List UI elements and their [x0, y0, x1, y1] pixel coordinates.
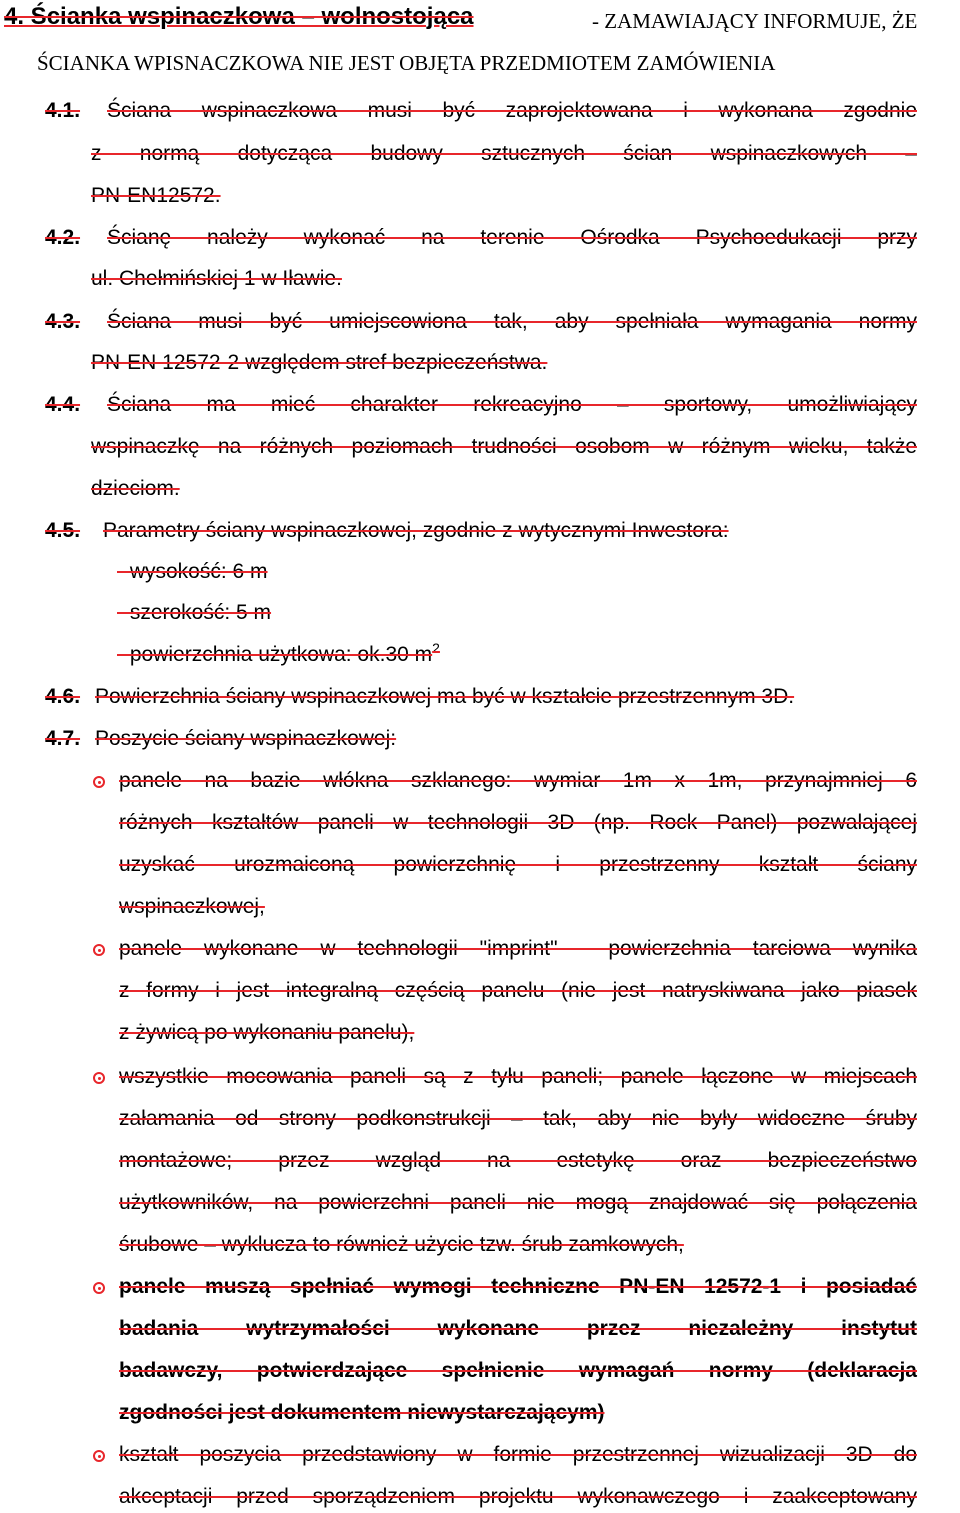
item-number: 4.2. [45, 226, 81, 249]
bullet-text-line: wspinaczkowej, [119, 895, 265, 918]
bullet-text-line: kształt poszycia przedstawiony w formie przestrzennej wizualizacji 3D do [119, 1443, 917, 1466]
param-area: - powierzchnia użytkowa: ok.30 $m^2$ [117, 640, 440, 666]
item-text-line: Ścianę należy wykonać na terenie Ośrodka Psychoedukacji przy [107, 226, 917, 249]
bullet-text-line: badania wytrzymałości wykonane przez niezależny instytut [119, 1317, 917, 1340]
bullet-text-line: montażowe; przez wzgląd na estetykę oraz bezpieczeństwo [119, 1149, 917, 1172]
bullet-text-line: panele na bazie włókna szklanego: wymiar 1m x 1m, przynajmniej 6 [119, 769, 917, 792]
notice-line-1: - ZAMAWIAJĄCY INFORMUJE, ŻE [592, 9, 918, 33]
item-number: 4.5. [45, 519, 81, 542]
bullet-icon [93, 776, 105, 788]
item-number: 4.6. [45, 685, 81, 708]
item-text-line: Ściana ma mieć charakter rekreacyjno – sportowy, umożliwiający [107, 393, 917, 416]
item-text-line: Parametry ściany wspinaczkowej, zgodnie z wytycznymi Inwestora: [103, 519, 729, 542]
bullet-icon [93, 1072, 105, 1084]
bullet-text-line: wszystkie mocowania paneli są z tyłu paneli; panele łączone w miejscach [119, 1065, 917, 1088]
notice-line-2: ŚCIANKA WPISNACZKOWA NIE JEST OBJĘTA PRZEDMIOTEM ZAMÓWIENIA [37, 51, 776, 75]
item-text-line: Powierzchnia ściany wspinaczkowej ma być w kształcie przestrzennym 3D. [95, 685, 795, 708]
item-text-line: PN-EN12572. [91, 184, 221, 207]
bullet-text-line: akceptacji przed sporządzeniem projektu wykonawczego i zaakceptowany [119, 1485, 917, 1508]
bullet-text-line: zgodności jest dokumentem niewystarczającym) [119, 1401, 605, 1424]
bullet-text-line: z formy i jest integralną częścią panelu (nie jest natryskiwana jako piasek [119, 979, 917, 1002]
bullet-text-line: badawczy, potwierdzające spełnienie wymagań normy (deklaracja [119, 1359, 917, 1382]
item-text-line: wspinaczkę na różnych poziomach trudności osobom w różnym wieku, także [91, 435, 917, 458]
bullet-text-line: użytkowników, na powierzchni paneli nie mogą znajdować się połączenia [119, 1191, 917, 1214]
bullet-text-line: załamania od strony podkonstrukcji – tak, aby nie były widoczne śruby [119, 1107, 917, 1130]
item-text-line: Ściana wspinaczkowa musi być zaprojektowana i wykonana zgodnie [107, 99, 917, 122]
bullet-text-line: śrubowe – wyklucza to również użycie tzw. śrub zamkowych, [119, 1233, 684, 1256]
item-number: 4.1. [45, 99, 81, 122]
bullet-icon [93, 1282, 105, 1294]
item-text-line: PN-EN 12572-2 względem stref bezpieczeństwa. [91, 351, 548, 374]
item-number: 4.3. [45, 310, 81, 333]
item-text-line: z normą dotycząca budowy sztucznych ścian wspinaczkowych – [91, 142, 917, 165]
item-text-line: Ściana musi być umiejscowiona tak, aby spełniała wymagania normy [107, 310, 917, 333]
bullet-icon [93, 1450, 105, 1462]
bullet-text-line: panele wykonane w technologii "imprint" - powierzchnia tarciowa wynika [119, 937, 917, 960]
item-text-line: ul. Chełmińskiej 1 w Iławie. [91, 267, 342, 290]
bullet-text-line: z żywicą po wykonaniu panelu), [119, 1021, 415, 1044]
section-heading: 4. Ścianka wspinaczkowa – wolnostojąca [4, 3, 474, 30]
param-height: - wysokość: 6 m [117, 560, 268, 583]
item-text-line: Poszycie ściany wspinaczkowej: [95, 727, 397, 750]
param-width: - szerokość: 5 m [117, 601, 272, 624]
item-text-line: dzieciom. [91, 477, 180, 500]
item-number: 4.4. [45, 393, 81, 416]
bullet-text-line: uzyskać urozmaiconą powierzchnię i przestrzenny kształt ściany [119, 853, 917, 876]
item-number: 4.7. [45, 727, 81, 750]
bullet-text-line: różnych kształtów paneli w technologii 3D (np. Rock Panel) pozwalającej [119, 811, 917, 834]
bullet-icon [93, 944, 105, 956]
bullet-text-line: panele muszą spełniać wymogi techniczne PN-EN 12572-1 i posiadać [119, 1275, 917, 1298]
